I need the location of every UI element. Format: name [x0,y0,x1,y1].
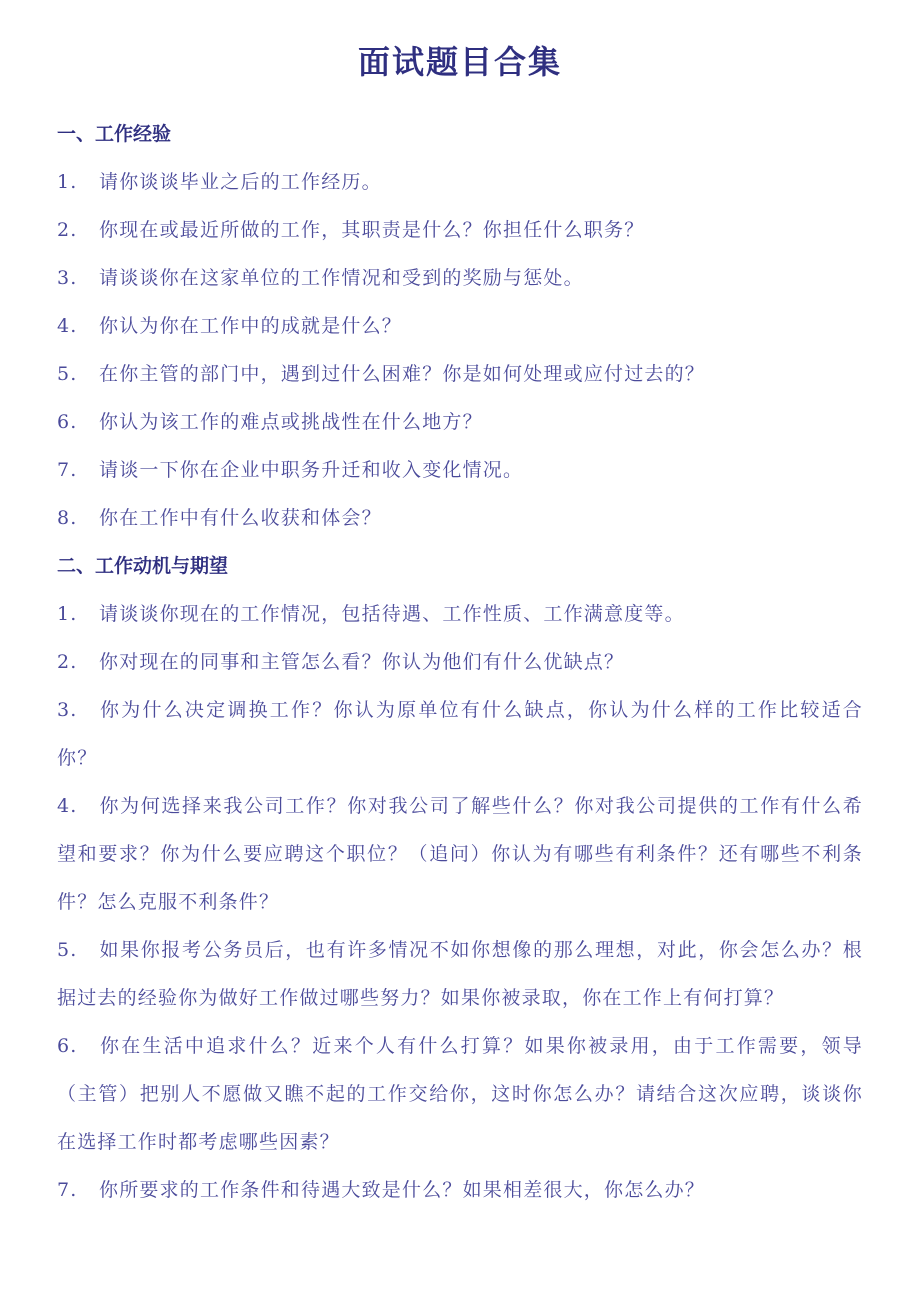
question-item [57,686,863,782]
question-text: 你所要求的工作条件和待遇大致是什么？如果相差很大，你怎么办？ [99,1179,706,1201]
question-text: 你在工作中有什么收获和体会？ [99,507,382,529]
question-item [57,494,863,542]
question-item [57,206,863,254]
question-number: 5. [57,363,78,385]
question-number: 7. [57,1179,78,1201]
question-number: 6. [57,411,78,433]
question-text: 你认为该工作的难点或挑战性在什么地方？ [99,411,483,433]
question-text: 你为什么决定调换工作？你认为原单位有什么缺点，你认为什么样的工作比较适合你？ [57,699,863,769]
question-number: 5. [57,939,78,961]
question-item [57,1022,863,1166]
question-number: 4. [57,315,78,337]
section-heading-work-experience: 一、工作经验 [57,123,172,145]
question-text: 如果你报考公务员后，也有许多情况不如你想像的那么理想，对此，你会怎么办？根据过去的经验你为做好工作做过哪些努力？如果你被录取，你在工作上有何打算？ [57,939,863,1009]
document-body [57,110,863,1214]
question-item [57,158,863,206]
question-number: 2. [57,219,78,241]
question-item [57,254,863,302]
question-text: 你在生活中追求什么？近来个人有什么打算？如果你被录用，由于工作需要，领导（主管）把别人不愿做又瞧不起的工作交给你，这时你怎么办？请结合这次应聘，谈谈你在选择工作时都考虑哪些因素？ [57,1035,863,1153]
question-number: 6. [57,1035,78,1057]
question-text: 你现在或最近所做的工作，其职责是什么？你担任什么职务？ [99,219,645,241]
document-title: 面试题目合集 [357,43,562,81]
question-item [57,302,863,350]
question-item [57,590,863,638]
question-text: 你为何选择来我公司工作？你对我公司了解些什么？你对我公司提供的工作有什么希望和要求？你为什么要应聘这个职位？（追问）你认为有哪些有利条件？还有哪些不利条件？怎么克服不利条件？ [57,795,863,913]
question-number: 4. [57,795,78,817]
question-item [57,350,863,398]
question-number: 8. [57,507,78,529]
question-text: 请谈谈你在这家单位的工作情况和受到的奖励与惩处。 [99,267,584,289]
question-number: 3. [57,699,78,721]
question-number: 7. [57,459,78,481]
question-number: 2. [57,651,78,673]
question-item [57,638,863,686]
question-item [57,398,863,446]
question-item [57,926,863,1022]
section-heading-motivation-expectations: 二、工作动机与期望 [57,555,229,577]
question-text: 请你谈谈毕业之后的工作经历。 [99,171,382,193]
question-text: 你认为你在工作中的成就是什么？ [99,315,403,337]
question-text: 请谈一下你在企业中职务升迁和收入变化情况。 [99,459,524,481]
question-text: 请谈谈你现在的工作情况，包括待遇、工作性质、工作满意度等。 [99,603,685,625]
question-item [57,782,863,926]
question-text: 你对现在的同事和主管怎么看？你认为他们有什么优缺点？ [99,651,625,673]
question-number: 3. [57,267,78,289]
question-number: 1. [57,603,78,625]
question-text: 在你主管的部门中，遇到过什么困难？你是如何处理或应付过去的？ [99,363,706,385]
question-number: 1. [57,171,78,193]
question-item [57,1166,863,1214]
question-item [57,446,863,494]
